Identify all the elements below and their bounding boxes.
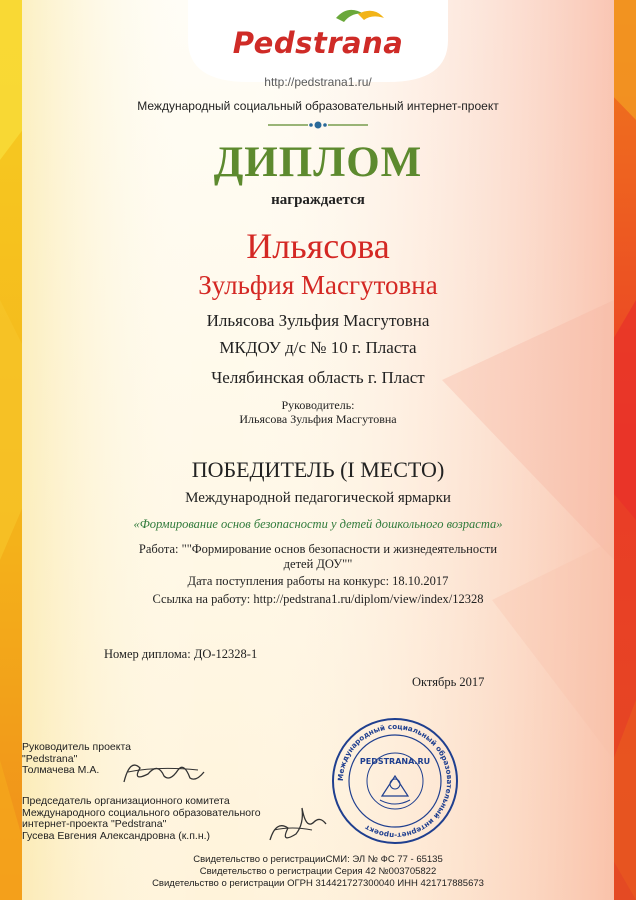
event-name: Международной педагогической ярмарки	[185, 490, 451, 506]
chair-name: Гусева Евгения Александровна (к.п.н.)	[22, 829, 211, 842]
registration-line3: Свидетельство о регистрации ОГРН 314421727300040 ИНН 421717885673	[152, 878, 484, 889]
place-title: ПОБЕДИТЕЛЬ (I МЕСТО)	[191, 457, 445, 482]
project-head-name: Толмачева М.А.	[22, 764, 100, 776]
work-link[interactable]: Ссылка на работу: http://pedstrana1.ru/diplom/view/index/12328	[152, 592, 484, 606]
project-head-org: "Pedstrana"	[22, 752, 78, 765]
seal-outer-text: Международный социальный образовательный интернет-проект	[335, 721, 455, 841]
chair-org2: интернет-проекта "Pedstrana"	[22, 818, 167, 830]
project-caption: Международный социальный образовательный интернет-проект	[137, 99, 499, 113]
supervisor-name: Ильясова Зульфия Масгутовна	[239, 412, 397, 426]
registration-line1: Свидетельство о регистрацииСМИ: ЭЛ № ФС 77 - 65135	[193, 854, 443, 865]
registration-line2: Свидетельство о регистрации Серия 42 №003705822	[199, 866, 437, 877]
project-head-title: Руководитель проекта	[22, 741, 132, 753]
head-signature	[118, 752, 208, 792]
chair-title: Председатель организационного комитета	[22, 795, 230, 807]
diploma-title: ДИПЛОМ	[213, 139, 423, 186]
seal-inner-text: PEDSTRANA.RU	[359, 757, 431, 766]
organization-line: МКДОУ д/с № 10 г. Пласта	[219, 338, 417, 357]
submission-date: Дата поступления работы на конкурс: 18.10.2017	[187, 574, 449, 588]
recipient-given-names: Зульфия Масгутовна	[198, 270, 438, 300]
site-url[interactable]: http://pedstrana1.ru/	[264, 75, 372, 89]
svg-text:Международный социальный образ	[336, 722, 454, 840]
work-title-line1: Работа: ""Формирование основ безопасности и жизнедеятельности	[138, 542, 498, 556]
ornament-divider	[268, 119, 368, 131]
recipient-surname: Ильясова	[246, 226, 390, 266]
event-theme: «Формирование основ безопасности у детей дошкольного возраста»	[133, 517, 503, 531]
awarded-label: награждается	[271, 192, 365, 208]
committee-chair-block	[22, 796, 261, 842]
work-title-line2: детей ДОУ""	[283, 557, 353, 571]
issue-month: Октябрь 2017	[412, 675, 485, 689]
project-head-block	[22, 742, 131, 777]
region-line: Челябинская область г. Пласт	[211, 368, 425, 387]
official-seal	[330, 716, 460, 846]
chair-org1: Международного социального образовательного	[22, 806, 261, 819]
pedstrana-logo: Pedstrana	[232, 26, 404, 60]
diploma-number: Номер диплома: ДО-12328-1	[104, 647, 258, 661]
chair-signature	[262, 800, 332, 850]
recipient-name-line: Ильясова Зульфия Масгутовна	[206, 311, 430, 330]
supervisor-label: Руководитель:	[281, 398, 355, 412]
